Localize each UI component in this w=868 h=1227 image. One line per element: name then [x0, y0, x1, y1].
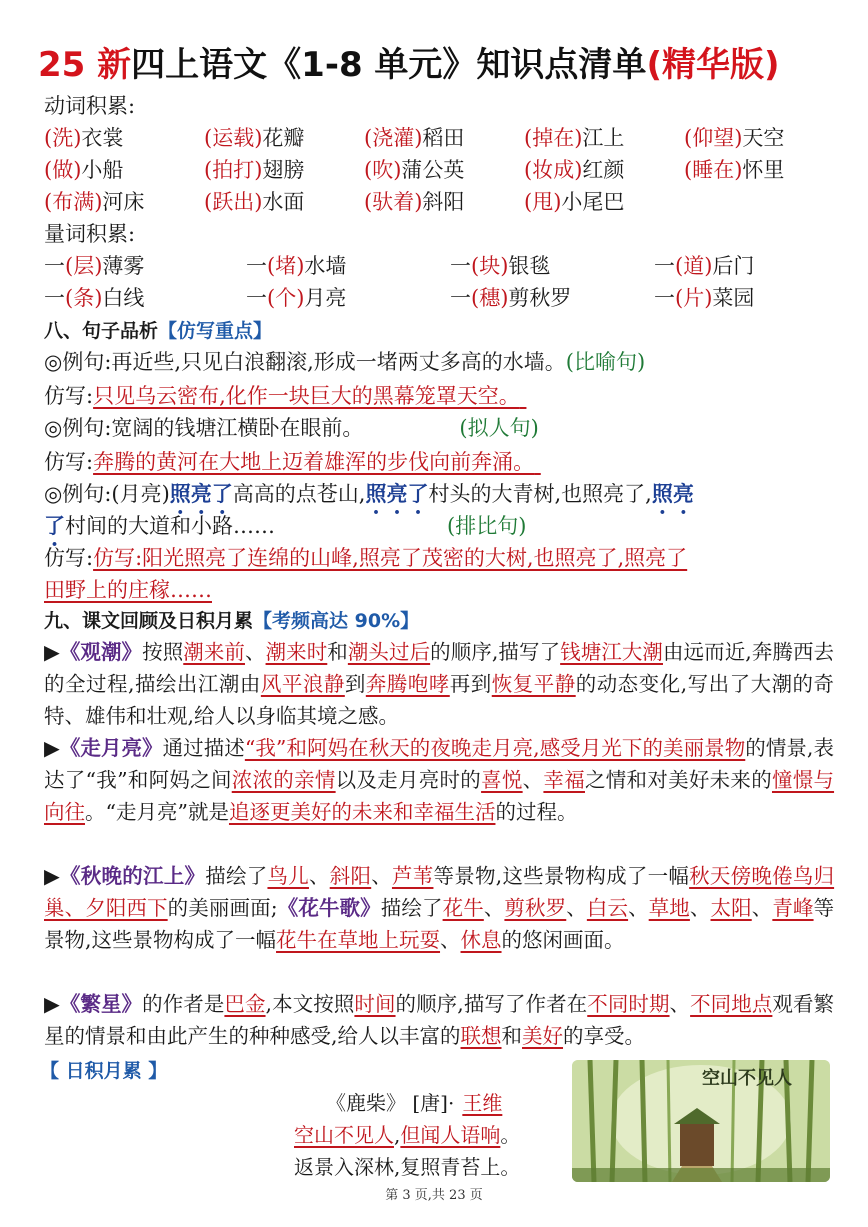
example-3-part-d: 村间的大道和小路…… — [65, 514, 275, 538]
verb-object: 红颜 — [582, 158, 625, 182]
verb-item: (吹)蒲公英 — [364, 158, 465, 182]
bamboo-forest-illustration — [572, 1060, 830, 1182]
verb-object: 水面 — [262, 190, 305, 214]
riji-heading: 【 日积月累 】 — [40, 1060, 168, 1082]
poem-dynasty: [唐]· — [412, 1091, 455, 1115]
measure-prefix: 一 — [246, 254, 267, 278]
measure-word: 道 — [683, 254, 705, 278]
measure-object: 水墙 — [304, 254, 347, 278]
title-new: 新 — [97, 45, 132, 85]
verb-word: 甩 — [532, 190, 554, 214]
measure-object: 剪秋罗 — [508, 286, 572, 310]
verb-word: 掉在 — [532, 126, 575, 150]
verb-item: (驮着)斜阳 — [364, 190, 465, 214]
measure-item: 一(堵)水墙 — [246, 254, 347, 278]
verb-object: 翅膀 — [262, 158, 305, 182]
text-title-fanxing: 《繁星》 — [59, 992, 143, 1016]
verb-item: (跃出)水面 — [204, 190, 305, 214]
measure-prefix: 一 — [450, 254, 471, 278]
example-2-label: ◎例句: — [44, 416, 112, 440]
verb-word: 做 — [52, 158, 74, 182]
section-9-tag: 【考频高达 90%】 — [253, 610, 420, 632]
section-8-tag: 【仿写重点】 — [158, 320, 273, 342]
example-3-part-a: (月亮) — [111, 482, 170, 506]
review-guanchao: ▶《观潮》按照潮来前、潮来时和潮头过后的顺序,描写了钱塘江大潮由远而近,奔腾西去的全过程,描绘出江潮由风平浪静到奔腾咆哮再到恢复平静的动态变化,写出了大潮的奇特、雄伟和壮观,给人以身临其境之感。 — [44, 640, 835, 728]
example-1 — [44, 346, 645, 378]
verb-word: 妆成 — [532, 158, 575, 182]
verb-word: 布满 — [52, 190, 95, 214]
measure-word: 条 — [73, 286, 95, 310]
imitation-1 — [44, 380, 526, 412]
verb-object: 花瓣 — [262, 126, 305, 150]
measure-prefix: 一 — [44, 254, 65, 278]
review-zouyueliang: ▶《走月亮》通过描述“我”和阿妈在秋天的夜晚走月亮,感受月光下的美丽景物的情景,表达了“我”和阿妈之间浓浓的亲情以及走月亮时的喜悦、幸福之情和对美好未来的憧憬与向往。“走月亮”就是追逐更美好的未来和幸福生活的过程。 — [44, 736, 835, 824]
measure-item: 一(条)白线 — [44, 286, 145, 310]
measure-item: 一(穗)剪秋罗 — [450, 286, 572, 310]
measure-item: 一(片)菜园 — [654, 286, 755, 310]
imitation-3-line-2 — [44, 574, 212, 606]
title-tag: (精华版) — [646, 45, 780, 85]
verb-item: (做)小船 — [44, 158, 124, 182]
verb-item: (浇灌)稻田 — [364, 126, 465, 150]
verb-item: (甩)小尾巴 — [524, 190, 625, 214]
poem-title: 《鹿柴》 — [326, 1091, 406, 1115]
measure-item: 一(层)薄雾 — [44, 254, 145, 278]
measure-item: 一(块)银毯 — [450, 254, 551, 278]
example-3-keyword-2: 照亮了 — [365, 481, 429, 506]
section-9-title: 九、课文回顾及日积月累 — [44, 610, 254, 632]
illustration-caption: 空山不见人 — [702, 1068, 792, 1089]
verb-word: 洗 — [52, 126, 74, 150]
title-number: 25 — [38, 45, 86, 85]
example-3-keyword-3a: 照亮 — [651, 481, 694, 506]
imitation-2-text: 奔腾的黄河在大地上迈着雄浑的步伐向前奔涌。 — [93, 450, 535, 474]
text-title-huaniu: 《花牛歌》 — [277, 896, 381, 920]
example-2 — [44, 412, 539, 444]
measure-word: 堵 — [275, 254, 297, 278]
example-2-text: 宽阔的钱塘江横卧在眼前。 — [111, 416, 364, 440]
example-2-type: (拟人句) — [459, 416, 539, 440]
verb-object: 小尾巴 — [561, 190, 625, 214]
page-title — [38, 40, 838, 90]
poem-line-2: 返景入深林,复照青苔上。 — [294, 1155, 521, 1179]
imitation-1-label: 仿写: — [44, 384, 94, 408]
verb-object: 河床 — [102, 190, 145, 214]
example-3-keyword-1: 照亮了 — [169, 481, 233, 506]
measure-prefix: 一 — [450, 286, 471, 310]
verb-item: (洗)衣裳 — [44, 126, 124, 150]
verb-item: (拍打)翅膀 — [204, 158, 305, 182]
text-title-qiuwan: 《秋晚的江上》 — [60, 864, 206, 888]
measure-prefix: 一 — [654, 254, 675, 278]
page-footer: 第 3 页,共 23 页 — [385, 1188, 483, 1203]
verb-object: 天空 — [742, 126, 785, 150]
measure-object: 白线 — [102, 286, 145, 310]
measure-item: 一(道)后门 — [654, 254, 755, 278]
verb-object: 稻田 — [422, 126, 465, 150]
verb-object: 斜阳 — [422, 190, 465, 214]
measure-word: 个 — [275, 286, 297, 310]
imitation-3-text-1: 仿写:阳光照亮了连绵的山峰,照亮了茂密的大树,也照亮了,照亮了 — [93, 546, 688, 570]
review-fanxing: ▶《繁星》的作者是巴金,本文按照时间的顺序,描写了作者在不同时期、不同地点观看繁星的情景和由此产生的种种感受,给人以丰富的联想和美好的享受。 — [44, 992, 835, 1048]
verb-item: (布满)河床 — [44, 190, 145, 214]
text-title-guanchao: 《观潮》 — [59, 640, 143, 664]
measure-object: 月亮 — [304, 286, 347, 310]
measures-heading: 量词积累: — [44, 222, 136, 246]
title-main: 四上语文《1-8 单元》知识点清单 — [131, 45, 647, 85]
verb-word: 拍打 — [212, 158, 255, 182]
verb-item: (睡在)怀里 — [684, 158, 785, 182]
poem-title-line — [326, 1088, 502, 1119]
measure-object: 薄雾 — [102, 254, 145, 278]
example-1-text: 再近些,只见白浪翻滚,形成一堵两丈多高的水墙。 — [111, 350, 566, 374]
imitation-2 — [44, 446, 541, 478]
measure-object: 银毯 — [508, 254, 551, 278]
measure-prefix: 一 — [246, 286, 267, 310]
poem-line-1: 空山不见人,但闻人语响。 — [294, 1123, 521, 1147]
measure-object: 菜园 — [712, 286, 755, 310]
verb-object: 蒲公英 — [401, 158, 465, 182]
example-3-label: ◎例句: — [44, 482, 112, 506]
verb-item: (掉在)江上 — [524, 126, 625, 150]
measure-object: 后门 — [712, 254, 755, 278]
text-title-zouyueliang: 《走月亮》 — [59, 736, 163, 760]
measure-word: 块 — [479, 254, 501, 278]
verb-object: 怀里 — [742, 158, 785, 182]
verb-word: 仰望 — [692, 126, 735, 150]
verbs-heading: 动词积累: — [44, 94, 136, 118]
verb-word: 吹 — [372, 158, 394, 182]
verb-object: 小船 — [81, 158, 124, 182]
example-3-type: (排比句) — [447, 514, 527, 538]
imitation-3-line-1 — [44, 542, 687, 574]
verb-word: 运载 — [212, 126, 255, 150]
verb-item: (妆成)红颜 — [524, 158, 625, 182]
verb-item: (仰望)天空 — [684, 126, 785, 150]
review-qiuwan-huaniu: ▶《秋晚的江上》描绘了鸟儿、斜阳、芦苇等景物,这些景物构成了一幅秋天傍晚倦鸟归巢、夕阳西下的美丽画面;《花牛歌》描绘了花牛、剪秋罗、白云、草地、太阳、青峰等景物,这些景物构成了一幅花牛在草地上玩耍、休息的悠闲画面。 — [44, 864, 835, 952]
example-1-type: (比喻句) — [565, 350, 646, 374]
measure-prefix: 一 — [654, 286, 675, 310]
measure-item: 一(个)月亮 — [246, 286, 347, 310]
section-8-heading — [44, 314, 272, 347]
example-3-part-b: 高高的点苍山, — [232, 482, 366, 506]
verb-word: 驮着 — [372, 190, 415, 214]
measure-word: 穗 — [479, 286, 501, 310]
verb-word: 浇灌 — [372, 126, 415, 150]
verb-word: 睡在 — [692, 158, 735, 182]
imitation-3-label: 仿写: — [44, 546, 94, 570]
verb-object: 衣裳 — [81, 126, 124, 150]
measure-prefix: 一 — [44, 286, 65, 310]
measure-word: 层 — [73, 254, 95, 278]
verb-object: 江上 — [582, 126, 625, 150]
poem-author: 王维 — [462, 1091, 503, 1115]
example-3-part-c: 村头的大青树,也照亮了, — [428, 482, 652, 506]
imitation-1-text: 只见乌云密布,化作一块巨大的黑幕笼罩天空。 — [93, 384, 520, 408]
imitation-2-label: 仿写: — [44, 450, 94, 474]
verb-item: (运载)花瓣 — [204, 126, 305, 150]
section-9-heading — [44, 604, 419, 637]
example-3-keyword-3b: 了 — [44, 513, 65, 538]
imitation-3-text-2: 田野上的庄稼…… — [44, 578, 212, 602]
section-8-title: 八、句子品析 — [44, 320, 159, 342]
example-1-label: ◎例句: — [44, 350, 112, 374]
measure-word: 片 — [683, 286, 705, 310]
verb-word: 跃出 — [212, 190, 255, 214]
